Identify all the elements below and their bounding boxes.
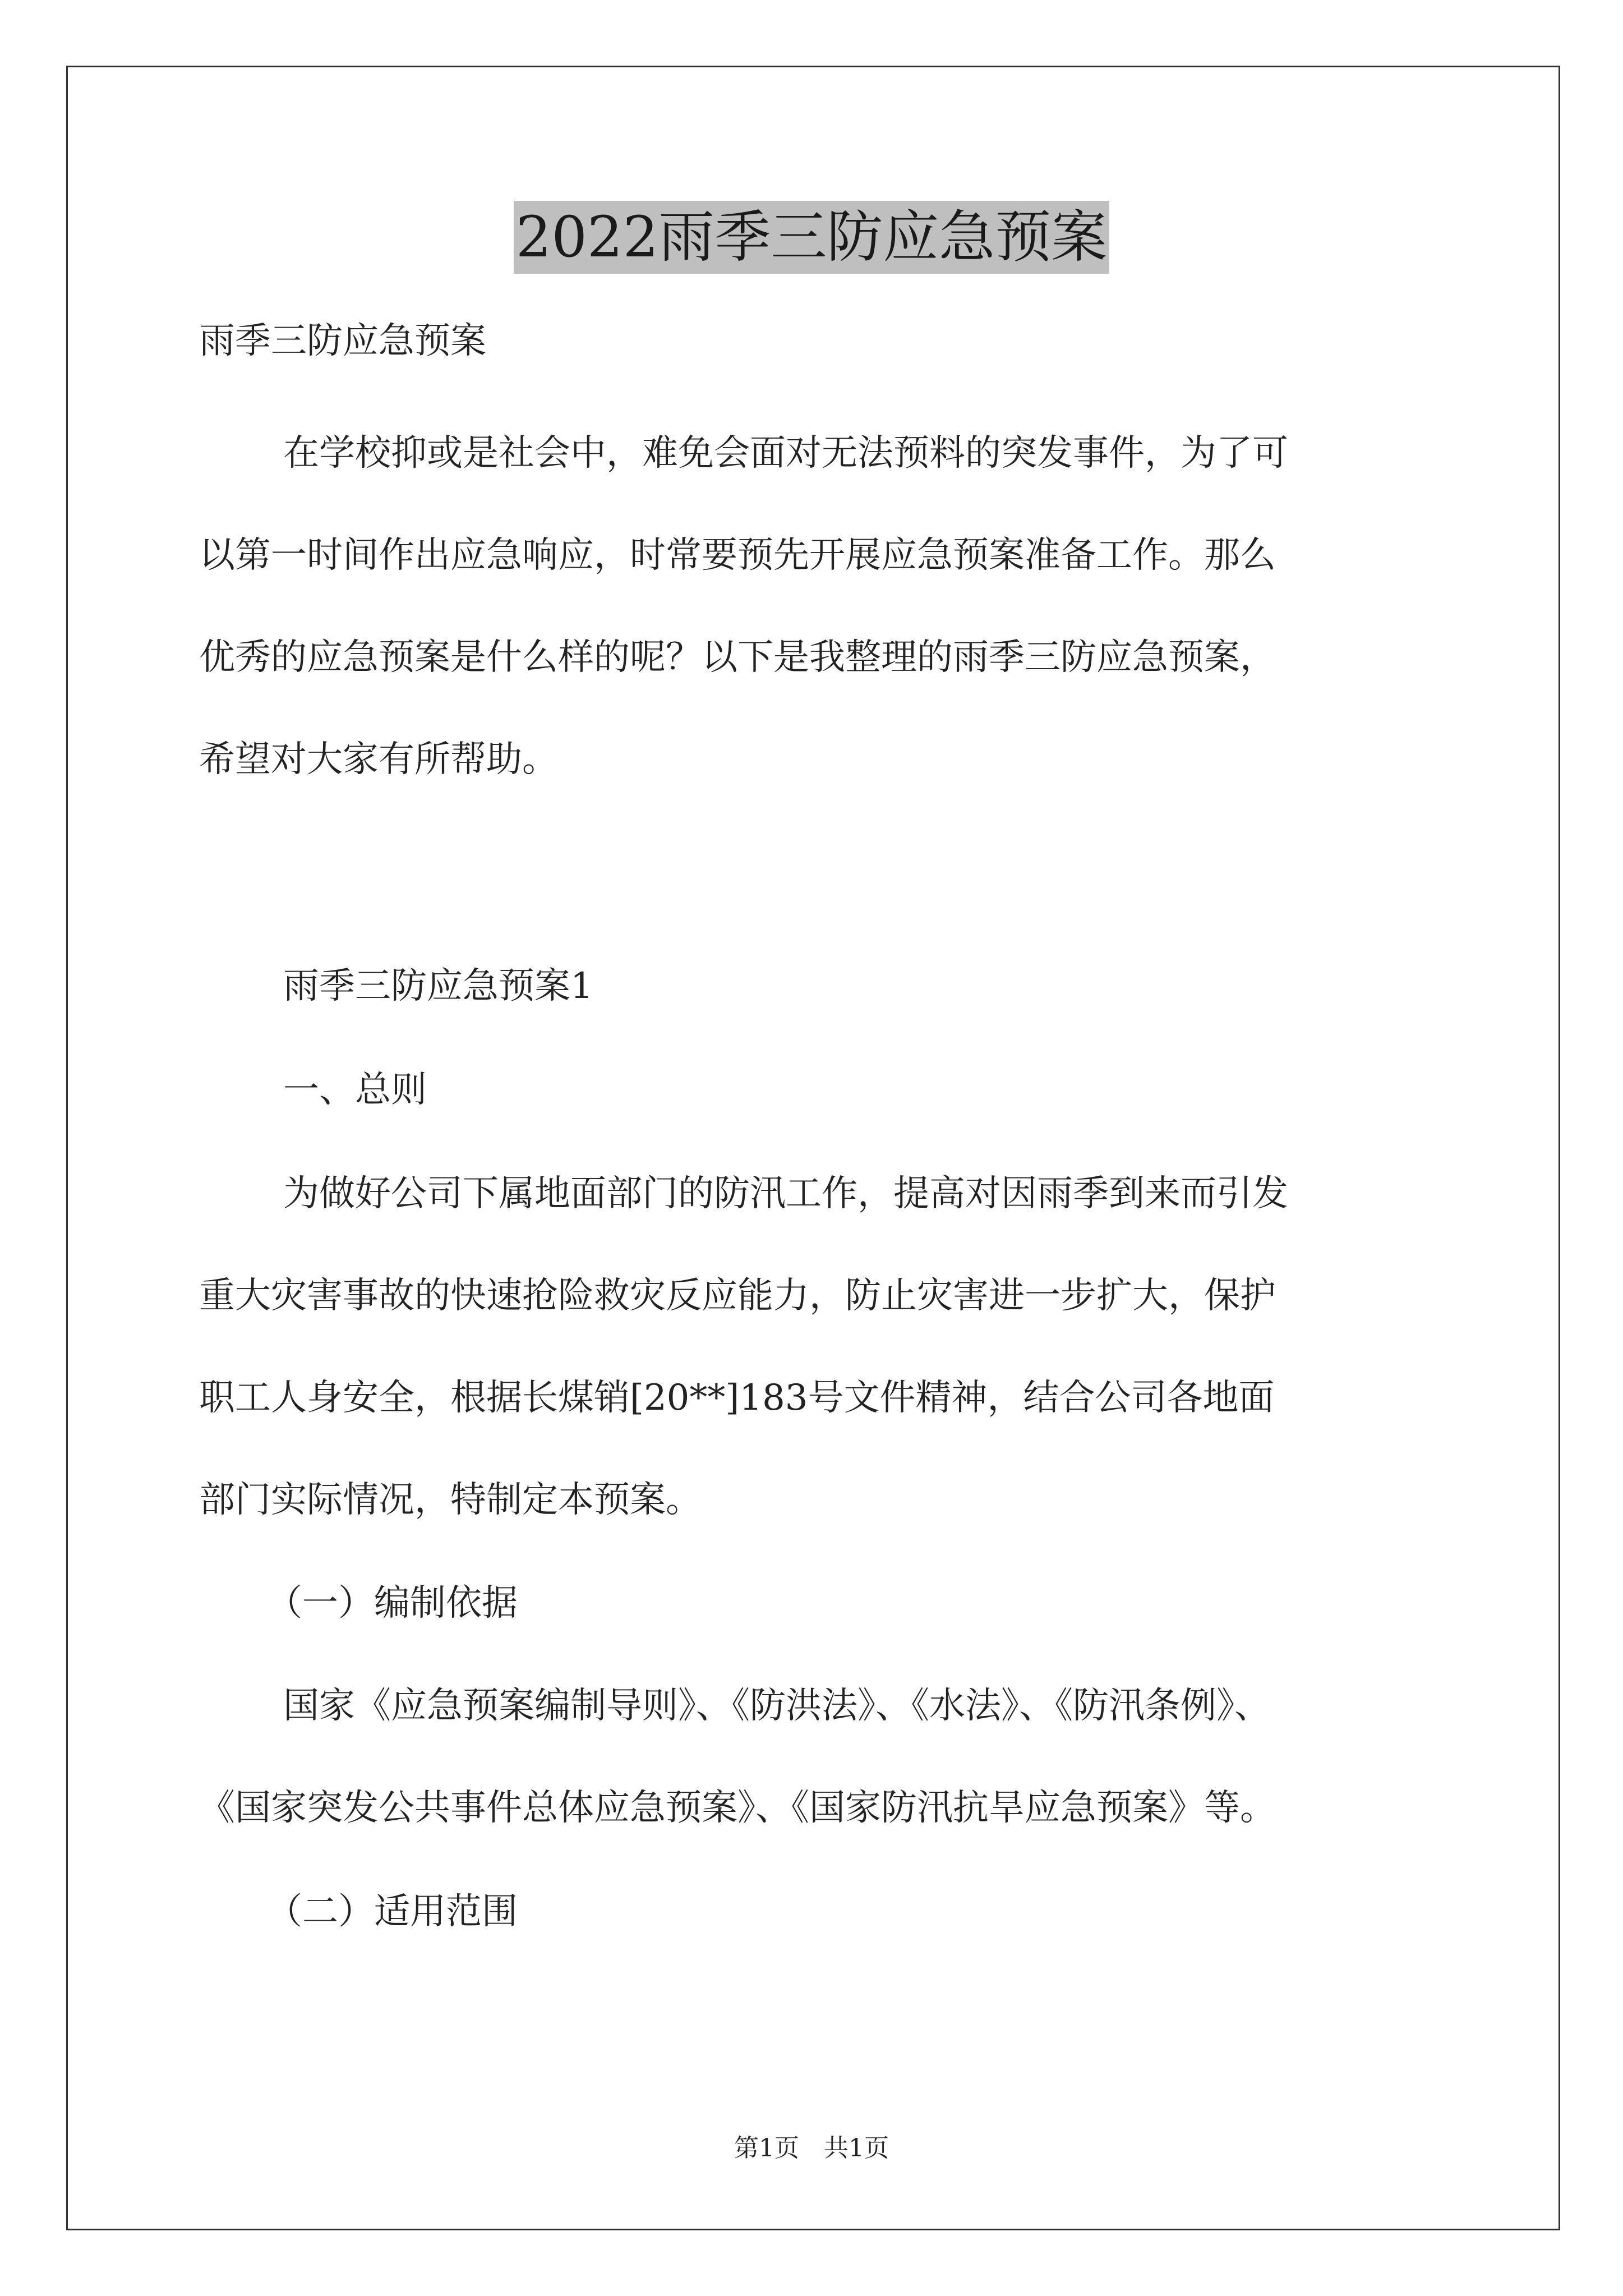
page-footer: [0, 2132, 1623, 2165]
intro-line: 希望对大家有所帮助。: [199, 739, 558, 780]
subtitle: 雨季三防应急预案: [199, 320, 486, 362]
heading-general: 一、总则: [283, 1069, 427, 1111]
heading-basis: （一）编制依据: [266, 1582, 518, 1624]
general-line: 职工人身安全，根据长煤销[20**]183号文件精神，结合公司各地面: [199, 1377, 1275, 1419]
intro-line: 在学校抑或是社会中，难免会面对无法预料的突发事件，为了可: [283, 432, 1288, 474]
general-line: 部门实际情况，特制定本预案。: [199, 1479, 702, 1521]
page-number: 第1页: [734, 2134, 799, 2162]
basis-line: 国家《应急预案编制导则》、《防洪法》、《水法》、《防汛条例》、: [283, 1685, 1270, 1727]
heading-scope: （二）适用范围: [266, 1891, 518, 1932]
page-total: 共1页: [824, 2134, 889, 2162]
general-line: 重大灾害事故的快速抢险救灾反应能力，防止灾害进一步扩大，保护: [199, 1275, 1276, 1317]
intro-line: 优秀的应急预案是什么样的呢？以下是我整理的雨季三防应急预案，: [199, 637, 1276, 678]
general-line: 为做好公司下属地面部门的防汛工作，提高对因雨季到来而引发: [283, 1173, 1288, 1214]
basis-line: 《国家突发公共事件总体应急预案》、《国家防汛抗旱应急预案》等。: [199, 1787, 1276, 1829]
section-title: 雨季三防应急预案1: [283, 965, 593, 1007]
title-container: [0, 201, 1623, 274]
intro-line: 以第一时间作出应急响应，时常要预先开展应急预案准备工作。那么: [199, 535, 1276, 576]
document-title: 2022雨季三防应急预案: [514, 201, 1110, 274]
